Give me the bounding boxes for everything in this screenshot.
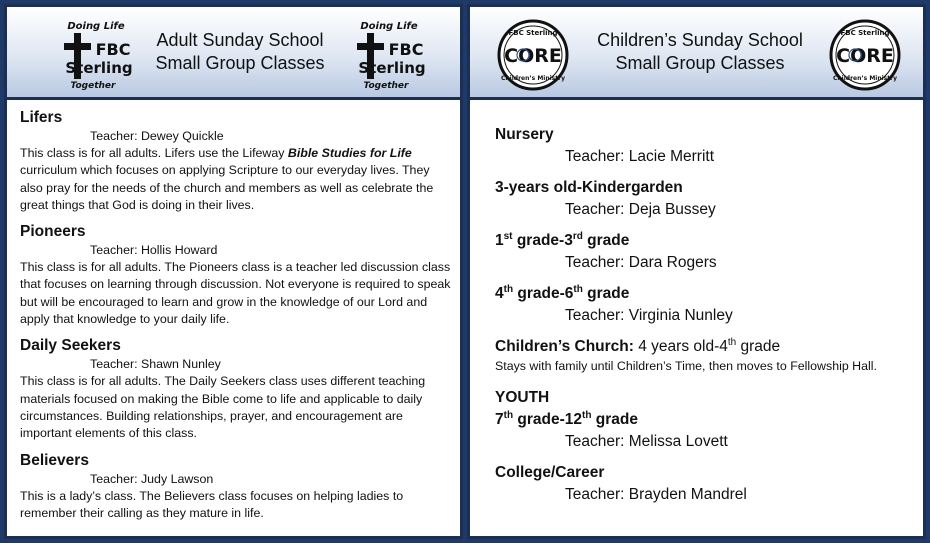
svg-text:Children’s Ministry: Children’s Ministry: [833, 75, 897, 82]
class-lifers: [20, 107, 454, 214]
svg-text:FBC: FBC: [388, 40, 424, 59]
childrens-church-line: Children’s Church: 4 years old-4th grade: [495, 336, 781, 355]
core-childrens-ministry-logo-icon: [826, 19, 904, 91]
svg-text:Doing Life: Doing Life: [360, 21, 418, 32]
class-description: This class is for all adults. The Pioneers class is a teacher led discussion class that focuses on learning through discussion. Not everyone is required to speak but will be encouraged to learn and grow in the knowledge of our Lord and apply that knowledge to your daily life.: [20, 260, 451, 327]
childrens-church-label: Children’s Church:: [495, 338, 634, 355]
children-panel: [467, 4, 926, 539]
class-name: Believers: [20, 451, 89, 469]
group-1st-3rd-grade: [495, 230, 917, 274]
svg-text:CORE: CORE: [836, 45, 894, 67]
svg-text:FBC Sterling: FBC Sterling: [840, 29, 890, 37]
group-teacher: Teacher: Melissa Lovett: [565, 433, 728, 450]
group-teacher: Teacher: Dara Rogers: [565, 254, 717, 271]
svg-text:Together: Together: [363, 81, 409, 91]
adult-class-list: [7, 103, 460, 536]
svg-text:Doing Life: Doing Life: [67, 21, 125, 32]
children-title-line2: Small Group Classes: [615, 53, 785, 73]
class-name: Pioneers: [20, 223, 86, 241]
class-description: This class is for all adults. The Daily Seekers class uses different teaching materials focused on making the Bible come to life and applicable to daily circumstances. Building relationships, prayer, and encouragement are important elements of this class.: [20, 374, 426, 441]
childrens-church-note: Stays with family until Children’s Time, then moves to Fellowship Hall.: [495, 359, 877, 373]
svg-text:Sterling: Sterling: [358, 59, 426, 77]
svg-text:CORE: CORE: [504, 45, 562, 67]
group-teacher: Teacher: Deja Bussey: [565, 201, 716, 218]
group-3yr-kindergarten: [495, 177, 917, 221]
group-teacher: Teacher: Lacie Merritt: [565, 148, 715, 165]
group-college-career: [495, 462, 917, 506]
adult-title-line1: Adult Sunday School: [156, 30, 324, 50]
group-nursery: [495, 124, 917, 168]
svg-text:FBC Sterling: FBC Sterling: [508, 29, 558, 37]
svg-text:Sterling: Sterling: [65, 59, 133, 77]
class-name: Lifers: [20, 109, 63, 126]
class-teacher: Teacher: Shawn Nunley: [90, 357, 221, 372]
children-header-title: [580, 29, 820, 75]
class-description: This is a lady’s class. The Believers class focuses on helping ladies to remember their calling as they mature in life.: [20, 488, 404, 520]
group-name: Nursery: [495, 126, 554, 143]
core-childrens-ministry-logo-icon: [494, 19, 572, 91]
class-name: Daily Seekers: [20, 337, 121, 355]
children-group-list: [470, 103, 923, 536]
group-name: 7th grade-12th grade: [495, 409, 638, 428]
class-description: This class is for all adults. Lifers use the Lifeway Bible Studies for Life curriculum which focuses on applying Scripture to our everyday lives. They also pray for the needs of the church and members as well as celebrate the great things that God is doing in their lives.: [20, 146, 434, 212]
group-name: 3-years old-Kindergarden: [495, 179, 683, 196]
group-teacher: Teacher: Virginia Nunley: [565, 307, 733, 324]
group-name: College/Career: [495, 464, 605, 481]
adult-header: [7, 7, 460, 100]
group-teacher: Teacher: Brayden Mandrel: [565, 486, 747, 503]
group-name: 1st grade-3rd grade: [495, 230, 630, 249]
group-name: 4th grade-6th grade: [495, 283, 630, 302]
adult-header-title: [145, 29, 335, 75]
fbc-sterling-logo-icon: [350, 17, 428, 93]
children-title-line1: Children’s Sunday School: [597, 30, 803, 50]
class-teacher: Teacher: Dewey Quickle: [90, 129, 224, 143]
youth-heading: YOUTH: [495, 389, 550, 406]
adult-title-line2: Small Group Classes: [155, 53, 325, 73]
group-4th-6th-grade: [495, 283, 917, 327]
svg-text:Together: Together: [70, 81, 116, 91]
group-childrens-church: [495, 336, 917, 375]
class-teacher: Teacher: Judy Lawson: [90, 471, 214, 486]
group-youth: [495, 387, 917, 453]
curriculum-title: Bible Studies for Life: [287, 146, 412, 160]
svg-text:Children’s Ministry: Children’s Ministry: [501, 75, 565, 82]
class-teacher: Teacher: Hollis Howard: [90, 243, 218, 258]
class-pioneers: [20, 221, 454, 328]
children-header: [470, 7, 923, 100]
fbc-sterling-logo-icon: [57, 17, 135, 93]
class-believers: [20, 450, 454, 523]
svg-text:FBC: FBC: [95, 40, 131, 59]
adult-panel: [4, 4, 463, 539]
class-daily-seekers: [20, 335, 454, 442]
